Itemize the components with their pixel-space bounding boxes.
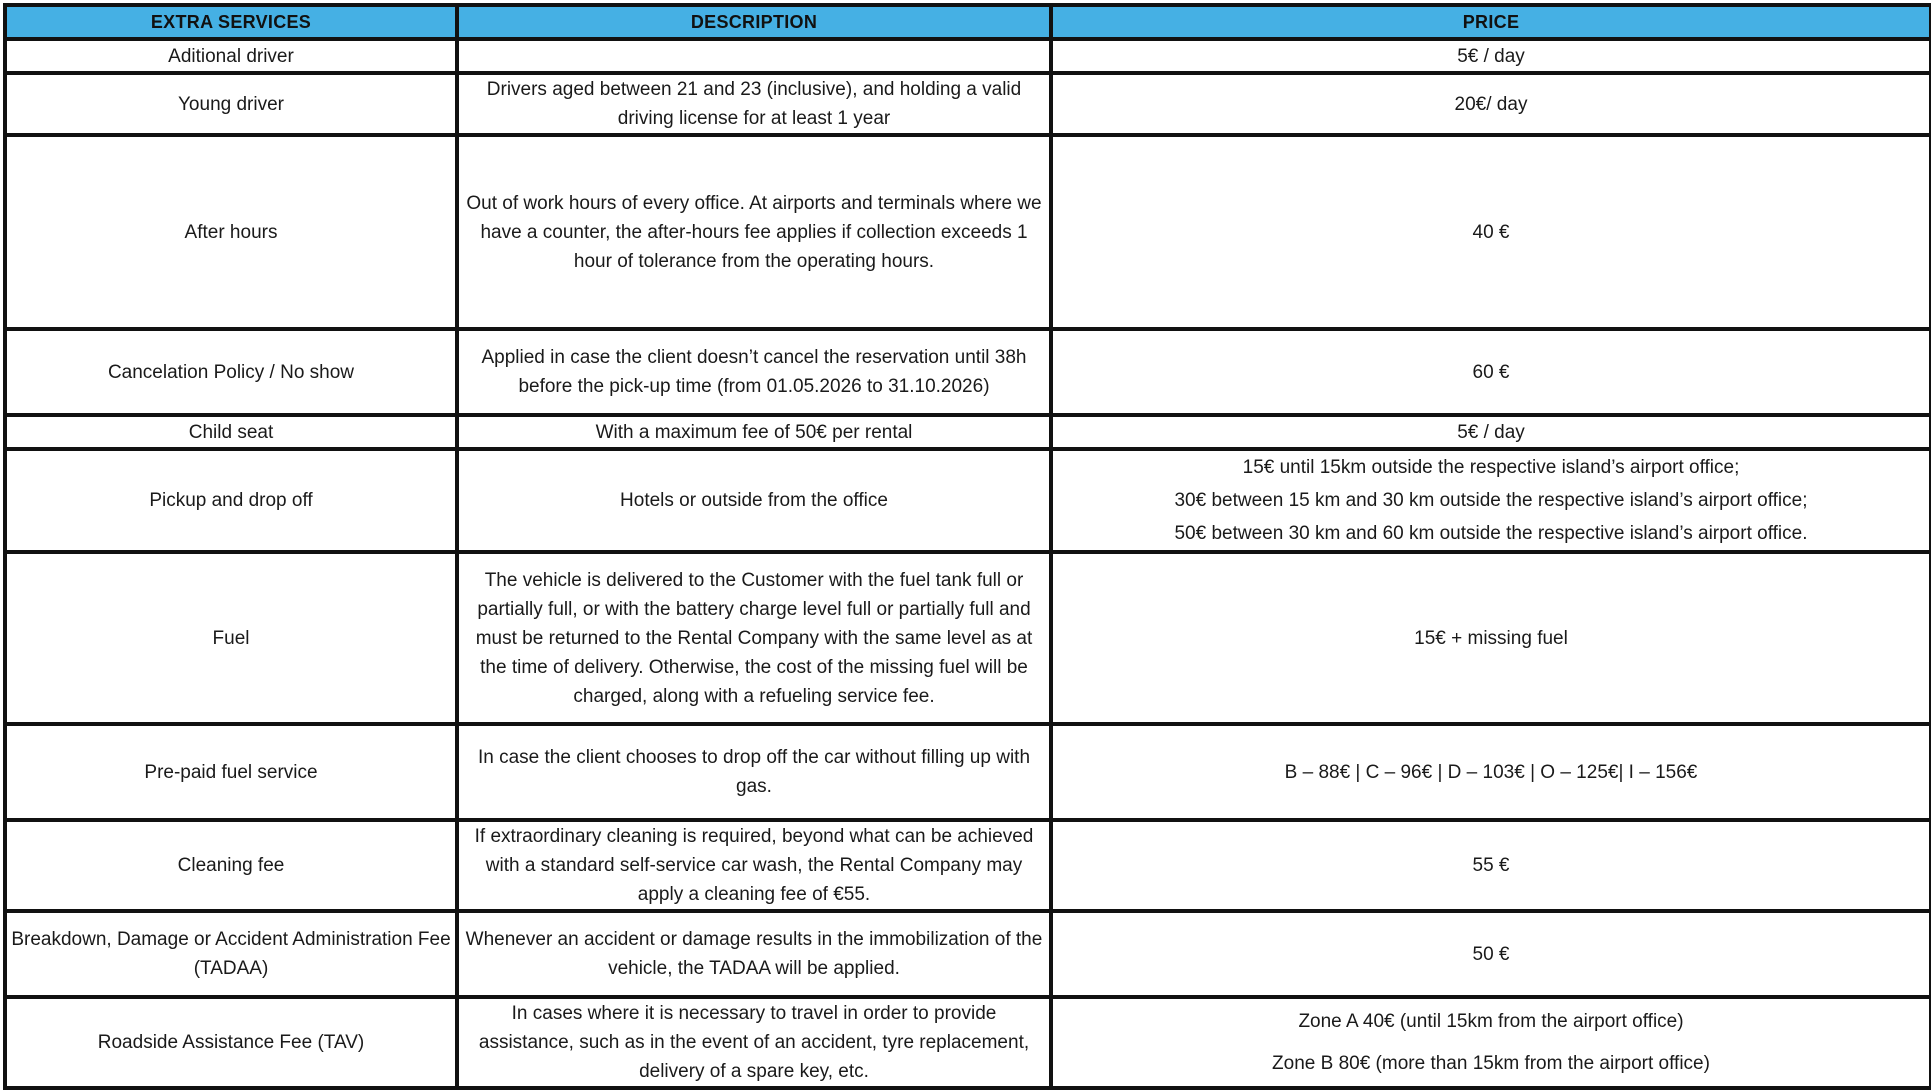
table-row	[5, 449, 1931, 552]
table-row	[5, 820, 1931, 911]
service-price	[1051, 997, 1931, 1088]
service-name: Pre-paid fuel service	[5, 724, 457, 820]
price-line: Zone A 40€ (until 15km from the airport office)	[1298, 1010, 1684, 1032]
service-description: If extraordinary cleaning is required, beyond what can be achieved with a standard self-service car wash, the Rental Company may apply a cleaning fee of €55.	[457, 820, 1051, 911]
service-price: 5€ / day	[1051, 415, 1931, 449]
price-line: 15€ until 15km outside the respective island’s airport office;	[1242, 457, 1740, 478]
service-description: In cases where it is necessary to travel in order to provide assistance, such as in the event of an accident, tyre replacement, delivery of a spare key, etc.	[457, 997, 1051, 1088]
service-description: In case the client chooses to drop off the car without filling up with gas.	[457, 724, 1051, 820]
service-price: 15€ + missing fuel	[1051, 552, 1931, 724]
table-row	[5, 997, 1931, 1088]
service-description: Applied in case the client doesn’t cancel the reservation until 38h before the pick-up time (from 01.05.2026 to 31.10.2026)	[457, 329, 1051, 415]
table-row	[5, 135, 1931, 329]
extra-services-table	[3, 3, 1931, 1090]
service-price: 5€ / day	[1051, 39, 1931, 73]
table-row	[5, 911, 1931, 997]
service-name: Young driver	[5, 73, 457, 135]
service-name: Cleaning fee	[5, 820, 457, 911]
table-row	[5, 552, 1931, 724]
price-line: 50€ between 30 km and 60 km outside the respective island’s airport office.	[1174, 523, 1808, 544]
service-price: 60 €	[1051, 329, 1931, 415]
header-description: DESCRIPTION	[457, 5, 1051, 39]
table-row	[5, 415, 1931, 449]
header-price: PRICE	[1051, 5, 1931, 39]
service-name: Aditional driver	[5, 39, 457, 73]
service-description: With a maximum fee of 50€ per rental	[457, 415, 1051, 449]
header-extra-services: EXTRA SERVICES	[5, 5, 457, 39]
service-name: After hours	[5, 135, 457, 329]
service-name: Child seat	[5, 415, 457, 449]
service-name: Roadside Assistance Fee (TAV)	[5, 997, 457, 1088]
service-price: 40 €	[1051, 135, 1931, 329]
service-price: B – 88€ | C – 96€ | D – 103€ | O – 125€| I – 156€	[1051, 724, 1931, 820]
service-description	[457, 39, 1051, 73]
price-line: 30€ between 15 km and 30 km outside the respective island’s airport office;	[1174, 490, 1808, 511]
service-name: Pickup and drop off	[5, 449, 457, 552]
service-price	[1051, 449, 1931, 552]
table-row	[5, 39, 1931, 73]
service-name: Cancelation Policy / No show	[5, 329, 457, 415]
service-description: Whenever an accident or damage results in the immobilization of the vehicle, the TADAA will be applied.	[457, 911, 1051, 997]
service-price: 50 €	[1051, 911, 1931, 997]
service-description: Hotels or outside from the office	[457, 449, 1051, 552]
table-row	[5, 329, 1931, 415]
service-name: Fuel	[5, 552, 457, 724]
price-line: Zone B 80€ (more than 15km from the airport office)	[1272, 1052, 1710, 1074]
table-row	[5, 73, 1931, 135]
service-name: Breakdown, Damage or Accident Administration Fee (TADAA)	[5, 911, 457, 997]
service-price: 20€/ day	[1051, 73, 1931, 135]
service-description: The vehicle is delivered to the Customer with the fuel tank full or partially full, or with the battery charge level full or partially full and must be returned to the Rental Company with the same level as at the time of delivery. Otherwise, the cost of the missing fuel will be charged, along with a refueling service fee.	[457, 552, 1051, 724]
service-description: Drivers aged between 21 and 23 (inclusive), and holding a valid driving license for at least 1 year	[457, 73, 1051, 135]
service-price: 55 €	[1051, 820, 1931, 911]
table-header-row	[5, 5, 1931, 39]
service-description: Out of work hours of every office. At airports and terminals where we have a counter, the after-hours fee applies if collection exceeds 1 hour of tolerance from the operating hours.	[457, 135, 1051, 329]
table-row	[5, 724, 1931, 820]
